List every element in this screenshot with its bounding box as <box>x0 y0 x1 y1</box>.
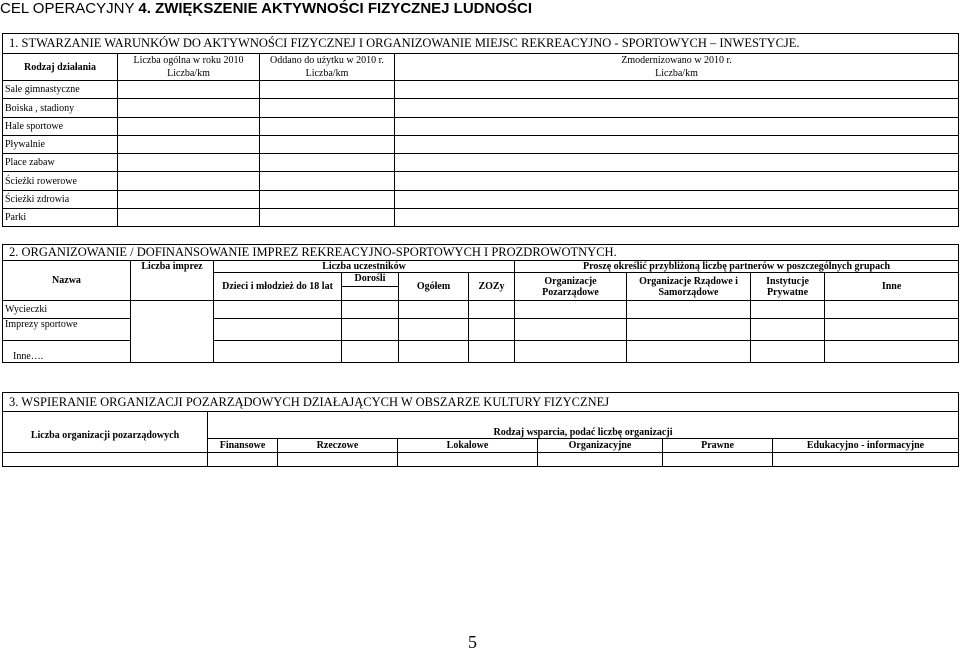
section2-events-cell[interactable] <box>131 301 214 363</box>
section2-cell[interactable] <box>214 341 342 363</box>
section1-row-label: Ścieżki rowerowe <box>3 172 118 191</box>
section1-row-label: Sale gimnastyczne <box>3 81 118 99</box>
section1-unit-total: Liczba/km <box>118 68 260 81</box>
section2-col-other: Inne <box>825 273 959 301</box>
section1-cell[interactable] <box>395 154 959 172</box>
section2-col-gov: Organizacje Rządowe i Samorządowe <box>627 273 751 301</box>
section2-cell[interactable] <box>469 341 515 363</box>
section1-col-opened: Oddano do użytku w 2010 r. <box>260 54 395 68</box>
section2-col-participants: Liczba uczestników <box>214 261 515 273</box>
section2-col-children: Dzieci i młodzież do 18 lat <box>214 273 342 301</box>
section3-support-financial: Finansowe <box>208 439 278 453</box>
section1-cell[interactable] <box>118 99 260 118</box>
section2-cell[interactable] <box>515 301 627 319</box>
section3-support-educational: Edukacyjno - informacyjne <box>773 439 959 453</box>
section1-cell[interactable] <box>260 209 395 227</box>
section1-cell[interactable] <box>260 118 395 136</box>
section2-cell[interactable] <box>825 301 959 319</box>
section1-heading: 1. STWARZANIE WARUNKÓW DO AKTYWNOŚCI FIZYCZNEJ I ORGANIZOWANIE MIEJSC REKREACYJNO - SPORTOWYCH – INWESTYCJE. <box>3 34 959 54</box>
section3-cell[interactable] <box>538 453 663 467</box>
section1-cell[interactable] <box>395 209 959 227</box>
section1-cell[interactable] <box>260 154 395 172</box>
section1-row-label: Hale sportowe <box>3 118 118 136</box>
document-title-bold: 4. ZWIĘKSZENIE AKTYWNOŚCI FIZYCZNEJ LUDNOŚCI <box>138 0 533 17</box>
section1-cell[interactable] <box>118 172 260 191</box>
section1-col-modernized: Zmodernizowano w 2010 r. <box>395 54 959 68</box>
section1-unit-modernized: Liczba/km <box>395 68 959 81</box>
section3-support-legal: Prawne <box>663 439 773 453</box>
section2-row-label: Imprezy sportowe <box>3 319 131 341</box>
section2-col-private: Instytucje Prywatne <box>751 273 825 301</box>
section2-cell[interactable] <box>399 341 469 363</box>
section1-cell[interactable] <box>260 136 395 154</box>
section1-cell[interactable] <box>260 81 395 99</box>
section3-support-material: Rzeczowe <box>278 439 398 453</box>
section2-cell[interactable] <box>751 301 825 319</box>
section2-cell[interactable] <box>214 319 342 341</box>
section2-cell[interactable] <box>515 319 627 341</box>
section2-cell[interactable] <box>399 319 469 341</box>
section1-row-label: Ścieżki zdrowia <box>3 191 118 209</box>
document-title-prefix: CEL OPERACYJNY <box>0 0 139 17</box>
section2-cell[interactable] <box>825 341 959 363</box>
section2-cell[interactable] <box>751 319 825 341</box>
section1-cell[interactable] <box>260 191 395 209</box>
section1-cell[interactable] <box>395 191 959 209</box>
section2-cell[interactable] <box>342 319 399 341</box>
section2-col-total: Ogółem <box>399 273 469 301</box>
section1-cell[interactable] <box>260 172 395 191</box>
section1-cell[interactable] <box>395 99 959 118</box>
section2-table <box>2 244 959 363</box>
section2-cell[interactable] <box>627 301 751 319</box>
section2-col-events: Liczba imprez <box>131 261 214 301</box>
section3-cell[interactable] <box>278 453 398 467</box>
section2-col-adults: Dorośli <box>342 273 399 287</box>
section2-cell[interactable] <box>214 301 342 319</box>
section3-cell[interactable] <box>663 453 773 467</box>
section1-cell[interactable] <box>118 81 260 99</box>
section1-cell[interactable] <box>395 118 959 136</box>
section2-cell[interactable] <box>342 341 399 363</box>
section1-cell[interactable] <box>118 154 260 172</box>
section1-cell[interactable] <box>395 136 959 154</box>
section3-cell[interactable] <box>398 453 538 467</box>
section2-col-ngo: Organizacje Pozarządowe <box>515 273 627 301</box>
section2-cell[interactable] <box>515 341 627 363</box>
section1-cell[interactable] <box>118 191 260 209</box>
section2-adults-sub <box>342 287 399 301</box>
section1-cell[interactable] <box>118 136 260 154</box>
section2-col-partners: Proszę określić przybliżoną liczbę partnerów w poszczególnych grupach <box>515 261 959 273</box>
section2-heading: 2. ORGANIZOWANIE / DOFINANSOWANIE IMPREZ REKREACYJNO-SPORTOWYCH I PROZDROWOTNYCH. <box>3 245 959 261</box>
section2-cell[interactable] <box>825 319 959 341</box>
section3-cell[interactable] <box>773 453 959 467</box>
section1-table <box>2 33 959 227</box>
section3-table <box>2 392 959 467</box>
section2-col-zozy: ZOZy <box>469 273 515 301</box>
section2-col-name: Nazwa <box>3 261 131 301</box>
section3-heading: 3. WSPIERANIE ORGANIZACJI POZARZĄDOWYCH DZIAŁAJĄCYCH W OBSZARZE KULTURY FIZYCZNEJ <box>3 393 959 412</box>
section2-cell[interactable] <box>627 319 751 341</box>
section1-unit-opened: Liczba/km <box>260 68 395 81</box>
document-title <box>0 0 532 17</box>
section1-col-type: Rodzaj działania <box>3 54 118 81</box>
section3-support-premises: Lokalowe <box>398 439 538 453</box>
section1-col-total: Liczba ogólna w roku 2010 <box>118 54 260 68</box>
section1-cell[interactable] <box>260 99 395 118</box>
section3-support-organizational: Organizacyjne <box>538 439 663 453</box>
section2-cell[interactable] <box>469 301 515 319</box>
section3-cell[interactable] <box>208 453 278 467</box>
section1-row-label: Pływalnie <box>3 136 118 154</box>
page-number: 5 <box>468 632 477 652</box>
section1-cell[interactable] <box>118 209 260 227</box>
section2-cell[interactable] <box>469 319 515 341</box>
section2-row-label: Inne…. <box>3 341 131 363</box>
section1-cell[interactable] <box>395 172 959 191</box>
section3-cell[interactable] <box>3 453 208 467</box>
section1-row-label: Parki <box>3 209 118 227</box>
section2-cell[interactable] <box>627 341 751 363</box>
section3-col-support: Rodzaj wsparcia, podać liczbę organizacji <box>208 412 959 439</box>
section3-col-count: Liczba organizacji pozarządowych <box>3 412 208 453</box>
section1-cell[interactable] <box>395 81 959 99</box>
section1-cell[interactable] <box>118 118 260 136</box>
section2-cell[interactable] <box>399 301 469 319</box>
section1-row-label: Place zabaw <box>3 154 118 172</box>
section2-cell[interactable] <box>342 301 399 319</box>
section2-cell[interactable] <box>751 341 825 363</box>
section1-row-label: Boiska , stadiony <box>3 99 118 118</box>
section2-row-label: Wycieczki <box>3 301 131 319</box>
